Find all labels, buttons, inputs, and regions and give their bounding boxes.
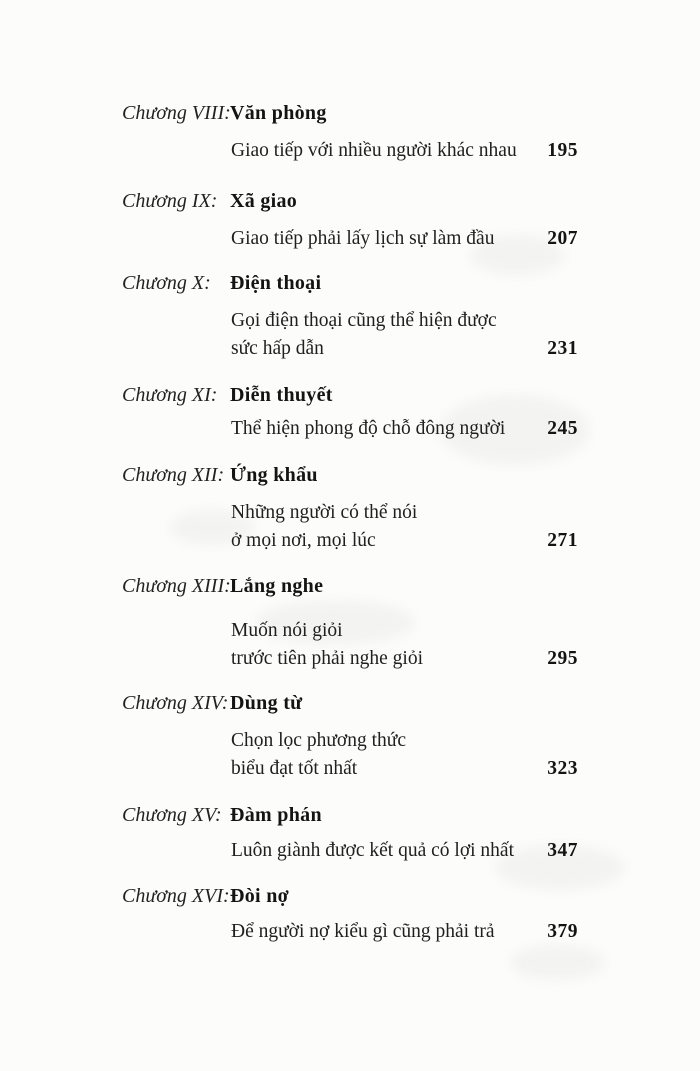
chapter-label: Chương XI: [122,384,218,406]
description-text: Thể hiện phong độ chỗ đông người [231,418,506,439]
chapter-description [231,499,578,555]
toc-entry-chapter-10 [0,270,700,359]
chapter-label: Chương XIII: [122,575,231,597]
description-line: Những người có thể nói [231,502,418,523]
toc-entry-chapter-13 [0,573,700,669]
page-number: 323 [547,758,578,779]
chapter-description [231,307,578,363]
page-showthrough-smudge [510,945,605,980]
description-line-with-page [231,225,578,253]
chapter-title: Điện thoại [230,272,322,294]
chapter-label: Chương XIV: [122,692,229,714]
description-text: ở mọi nơi, mọi lúc [231,530,376,551]
toc-entry-chapter-12 [0,462,700,551]
toc-entry-chapter-16 [0,883,700,942]
page-number: 195 [547,140,578,161]
chapter-description [231,415,578,443]
page-number: 347 [547,840,578,861]
description-line-with-page [231,137,578,165]
description-line: Gọi điện thoại cũng thể hiện được [231,310,497,331]
chapter-description [231,137,578,165]
description-line-with-page [231,837,578,865]
description-text: Giao tiếp với nhiều người khác nhau [231,140,517,161]
chapter-description [231,727,578,783]
chapter-title: Xã giao [230,190,298,212]
toc-entry-chapter-9 [0,188,700,249]
chapter-label: Chương IX: [122,190,218,212]
chapter-description [231,918,578,946]
description-text: Luôn giành được kết quả có lợi nhất [231,840,514,861]
description-text: sức hấp dẫn [231,338,324,359]
description-line-with-page [231,527,578,555]
toc-entry-chapter-11 [0,382,700,439]
chapter-description [231,617,578,673]
description-text: Để người nợ kiểu gì cũng phải trả [231,921,495,942]
description-line-with-page [231,415,578,443]
chapter-label: Chương VIII: [122,102,231,124]
page-number: 271 [547,530,578,551]
toc-entry-chapter-14 [0,690,700,779]
chapter-label: Chương X: [122,272,211,294]
chapter-title: Lắng nghe [230,575,324,597]
chapter-title: Đàm phán [230,804,322,826]
description-line: Chọn lọc phương thức [231,730,406,751]
description-line-with-page [231,755,578,783]
chapter-label: Chương XVI: [122,885,230,907]
chapter-title: Diễn thuyết [230,384,333,406]
chapter-description [231,837,578,865]
page-number: 231 [547,338,578,359]
description-line-with-page [231,645,578,673]
chapter-description [231,225,578,253]
page-number: 245 [547,418,578,439]
chapter-label: Chương XII: [122,464,225,486]
page-number: 207 [547,228,578,249]
toc-entry-chapter-15 [0,802,700,861]
description-text: trước tiên phải nghe giỏi [231,648,424,669]
description-line-with-page [231,335,578,363]
page-number: 379 [547,921,578,942]
chapter-title: Dùng từ [230,692,303,714]
description-line-with-page [231,918,578,946]
chapter-title: Văn phòng [230,102,327,124]
chapter-title: Đòi nợ [230,885,289,907]
toc-entry-chapter-8 [0,100,700,161]
description-line: Muốn nói giỏi [231,620,343,641]
description-text: Giao tiếp phải lấy lịch sự làm đầu [231,228,495,249]
page-number: 295 [547,648,578,669]
chapter-label: Chương XV: [122,804,222,826]
chapter-title: Ứng khẩu [230,464,318,486]
description-text: biểu đạt tốt nhất [231,758,358,779]
